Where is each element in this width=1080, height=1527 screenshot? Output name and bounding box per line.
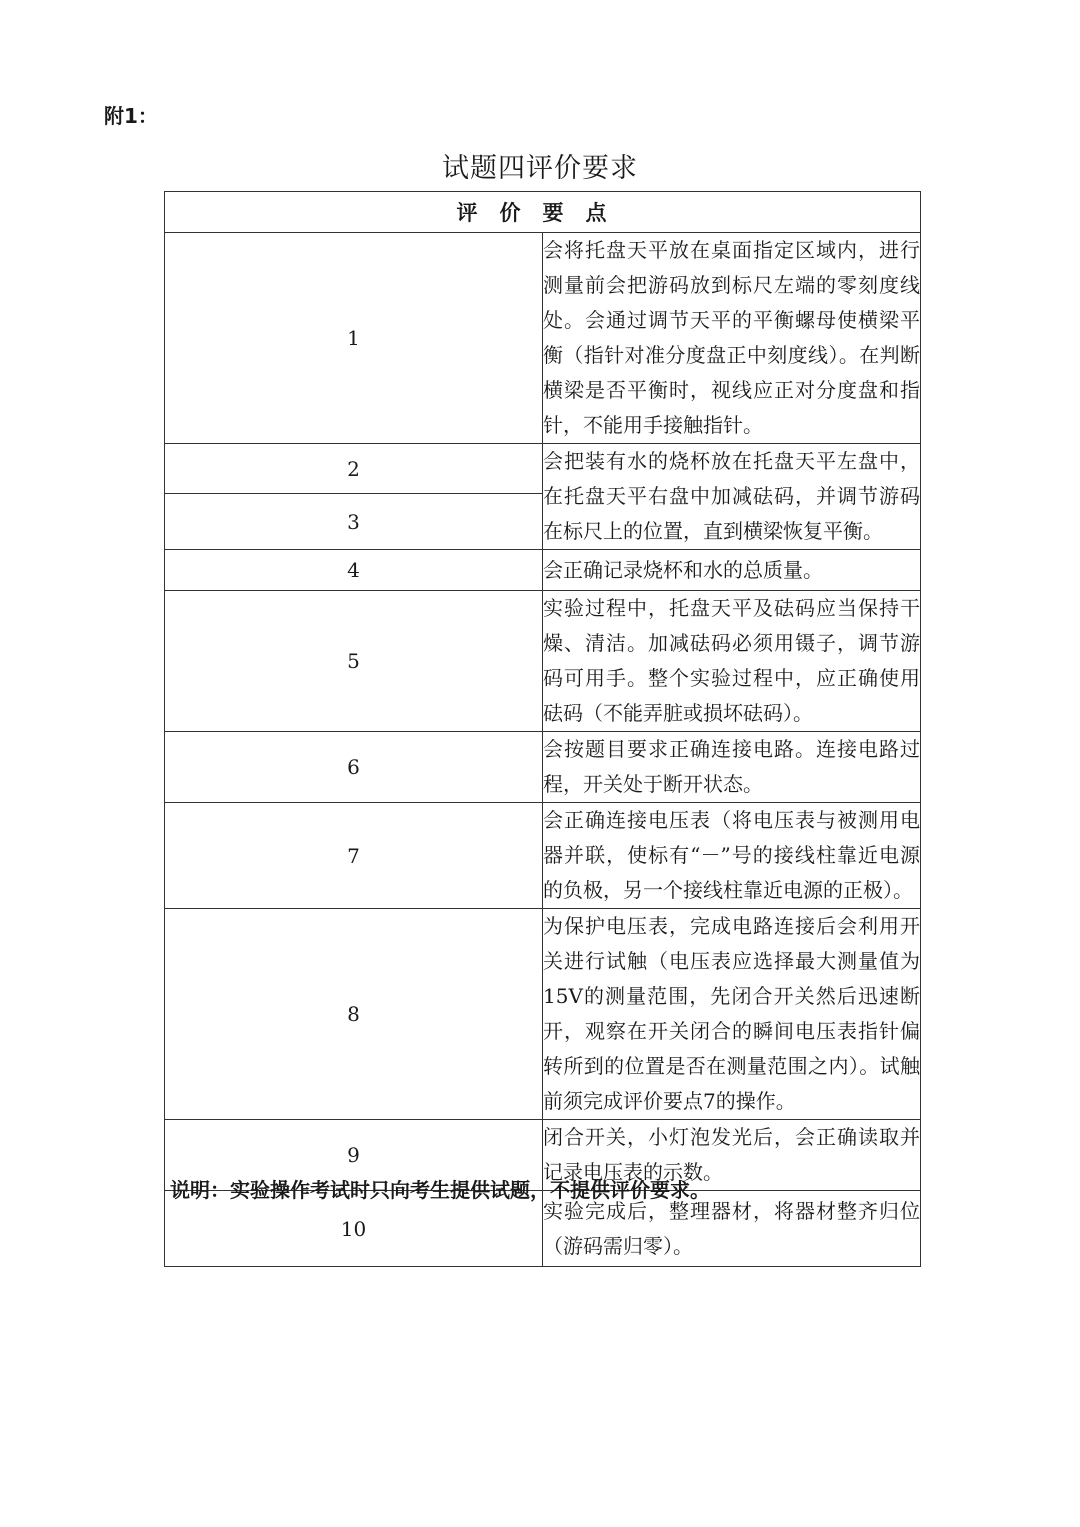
row-text: 实验完成后，整理器材，将器材整齐归位（游码需归零）。 [543, 1191, 921, 1267]
table-row [165, 803, 921, 909]
row-number: 4 [165, 550, 543, 591]
table-row [165, 233, 921, 444]
evaluation-table [164, 191, 921, 1267]
table-header: 评价要点 [165, 192, 921, 233]
row-number: 5 [165, 591, 543, 732]
row-number: 9 [165, 1120, 543, 1191]
row-text: 会正确记录烧杯和水的总质量。 [543, 550, 921, 591]
table-row [165, 550, 921, 591]
row-number: 10 [165, 1191, 543, 1267]
table-row [165, 444, 921, 494]
row-text: 会把装有水的烧杯放在托盘天平左盘中，在托盘天平右盘中加减砝码，并调节游码在标尺上的位置，直到横梁恢复平衡。 [543, 444, 921, 550]
row-text: 会正确连接电压表（将电压表与被测用电器并联，使标有“－”号的接线柱靠近电源的负极，另一个接线柱靠近电源的正极）。 [543, 803, 921, 909]
table-row [165, 591, 921, 732]
row-number: 6 [165, 732, 543, 803]
page-title: 试题四评价要求 [442, 153, 638, 184]
row-text: 会按题目要求正确连接电路。连接电路过程，开关处于断开状态。 [543, 732, 921, 803]
table-row [165, 732, 921, 803]
row-text: 会将托盘天平放在桌面指定区域内，进行测量前会把游码放到标尺左端的零刻度线处。会通过调节天平的平衡螺母使横梁平衡（指针对准分度盘正中刻度线）。在判断横梁是否平衡时，视线应正对分度盘和指针，不能用手接触指针。 [543, 233, 921, 444]
row-number: 1 [165, 233, 543, 444]
row-number: 7 [165, 803, 543, 909]
row-number: 2 [165, 444, 543, 494]
table-row [165, 909, 921, 1120]
row-text: 为保护电压表，完成电路连接后会利用开关进行试触（电压表应选择最大测量值为15V的测量范围，先闭合开关然后迅速断开，观察在开关闭合的瞬间电压表指针偏转所到的位置是否在测量范围之内）。试触前须完成评价要点7的操作。 [543, 909, 921, 1120]
row-text: 实验过程中，托盘天平及砝码应当保持干燥、清洁。加减砝码必须用镊子，调节游码可用手。整个实验过程中，应正确使用砝码（不能弄脏或损坏砝码）。 [543, 591, 921, 732]
row-text: 闭合开关，小灯泡发光后，会正确读取并记录电压表的示数。 [543, 1120, 921, 1191]
row-number: 3 [165, 494, 543, 550]
row-number: 8 [165, 909, 543, 1120]
footnote: 说明：实验操作考试时只向考生提供试题，不提供评价要求。 [170, 1178, 710, 1202]
appendix-label: 附1： [104, 104, 158, 128]
